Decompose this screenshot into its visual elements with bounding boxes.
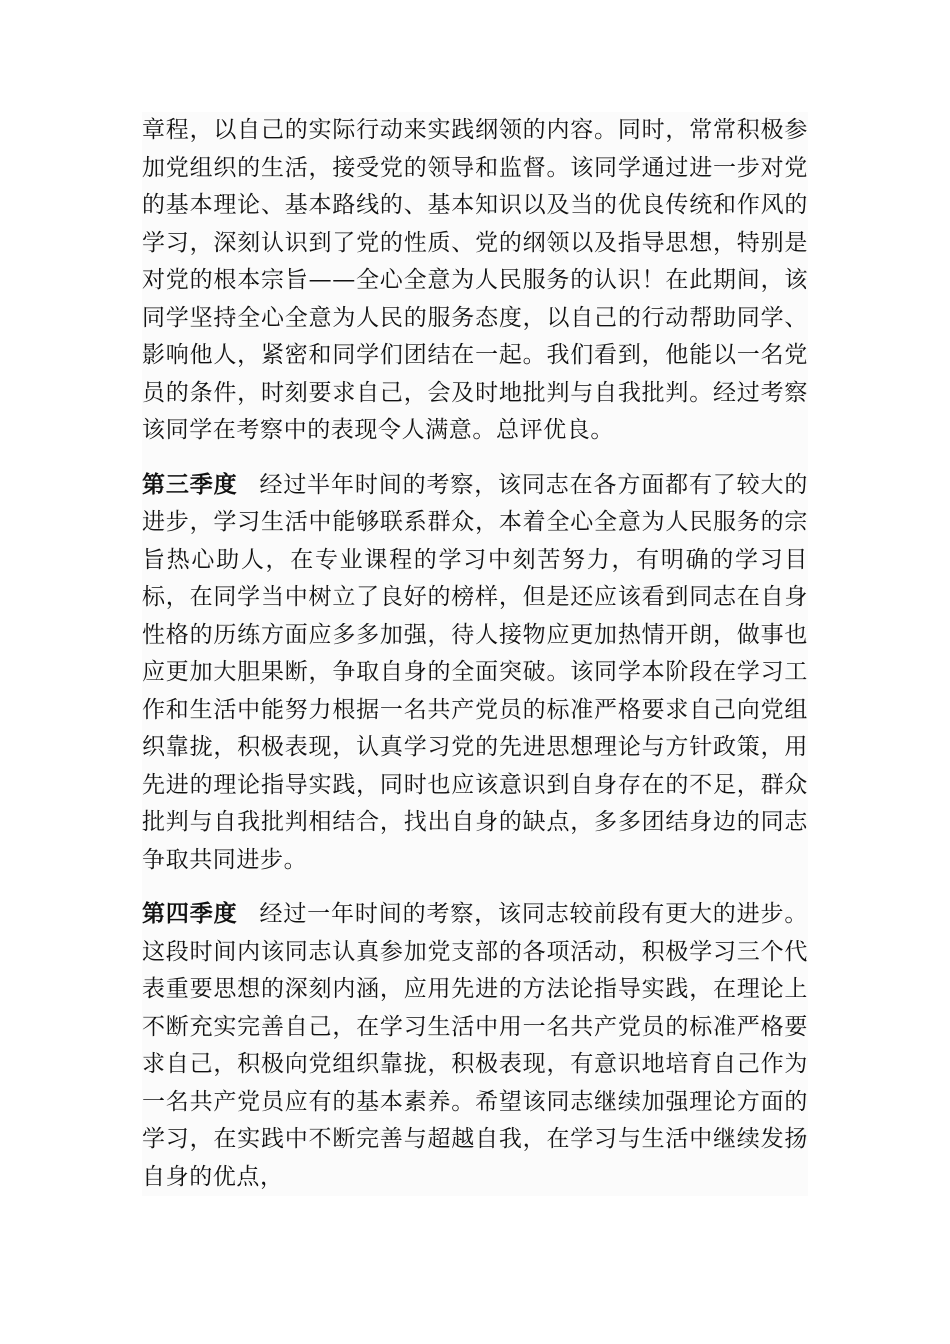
- paragraph-evaluation-continued: [142, 112, 808, 450]
- third-quarter-heading: 第三季度: [142, 470, 238, 498]
- paragraph-fourth-quarter: [142, 895, 808, 1196]
- fourth-quarter-heading: 第四季度: [142, 900, 238, 927]
- paragraph-third-quarter: [142, 466, 808, 880]
- paragraph-1-text: 章程，以自己的实际行动来实践纲领的内容。同时，常常积极参加党组织的生活，接受党的领导和监督。该同学通过进一步对党的基本理论、基本路线的、基本知识以及当的优良传统和作风的学习，深刻认识到了党的性质、党的纲领以及指导思想，特别是对党的根本宗旨——全心全意为人民服务的认识！在此期间，该同学坚持全心全意为人民的服务态度，以自己的行动帮助同学、影响他人，紧密和同学们团结在一起。我们看到，他能以一名党员的条件，时刻要求自己，会及时地批判与自我批判。经过考察该同学在考察中的表现令人满意。总评优良。: [142, 117, 808, 443]
- document-body: [142, 112, 808, 1196]
- paragraph-2-text: 经过半年时间的考察，该同志在各方面都有了较大的进步，学习生活中能够联系群众，本着全心全意为人民服务的宗旨热心助人，在专业课程的学习中刻苦努力，有明确的学习目标，在同学当中树立了良好的榜样，但是还应该看到同志在自身性格的历练方面应多多加强，待人接物应更加热情开朗，做事也应更加大胆果断，争取自身的全面突破。该同学本阶段在学习工作和生活中能努力根据一名共产党员的标准严格要求自己向党组织靠拢，积极表现，认真学习党的先进思想理论与方针政策，用先进的理论指导实践，同时也应该意识到自身存在的不足，群众批判与自我批判相结合，找出自身的缺点，多多团结身边的同志争取共同进步。: [142, 471, 808, 873]
- paragraph-3-text: 经过一年时间的考察，该同志较前段有更大的进步。这段时间内该同志认真参加党支部的各项活动，积极学习三个代表重要思想的深刻内涵，应用先进的方法论指导实践，在理论上不断充实完善自己，在学习生活中用一名共产党员的标准严格要求自己，积极向党组织靠拢，积极表现，有意识地培育自己作为一名共产党员应有的基本素养。希望该同志继续加强理论方面的学习，在实践中不断完善与超越自我，在学习与生活中继续发扬自身的优点，: [142, 901, 808, 1190]
